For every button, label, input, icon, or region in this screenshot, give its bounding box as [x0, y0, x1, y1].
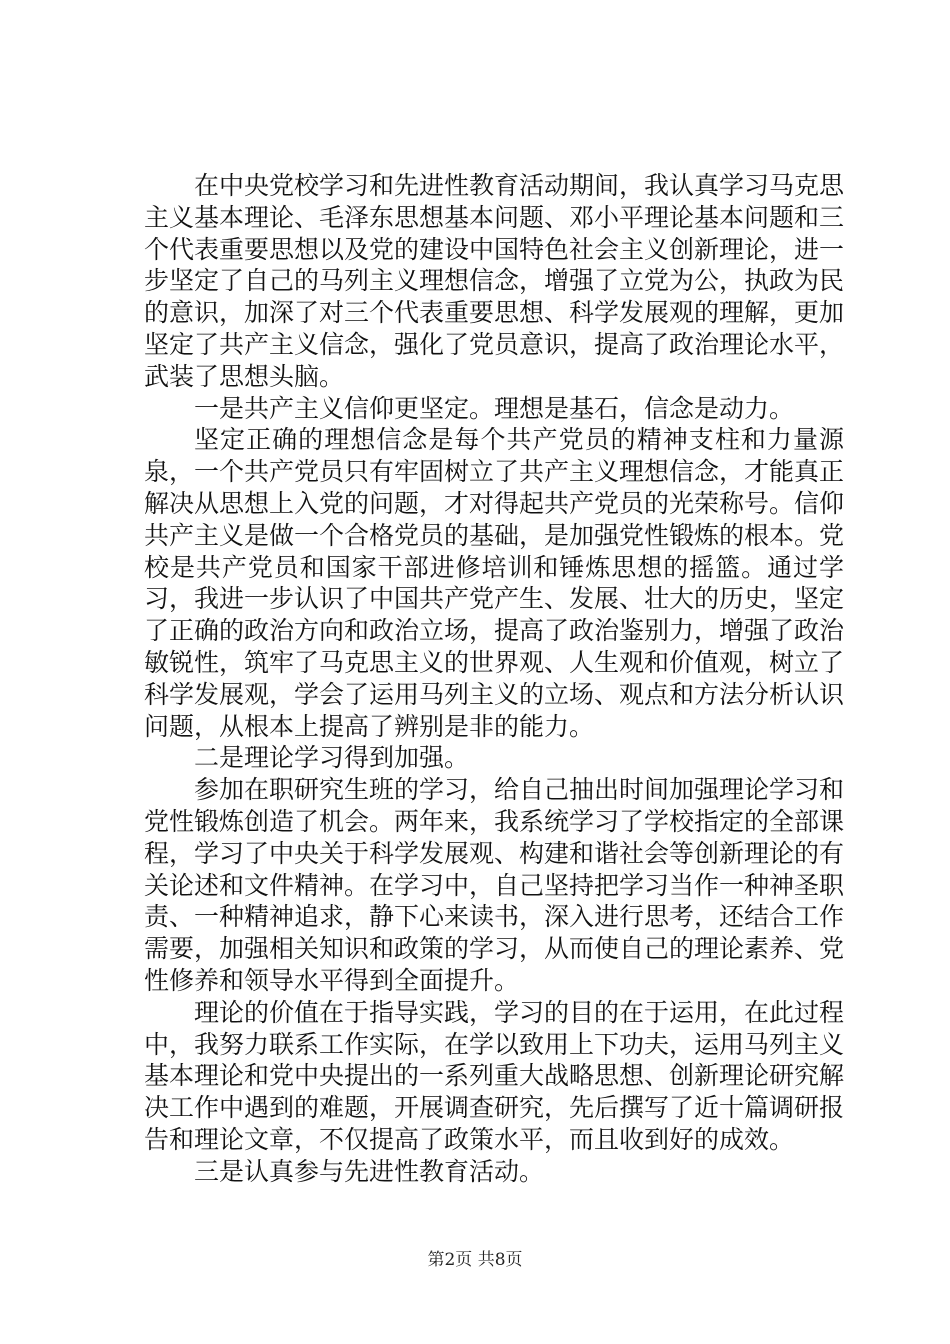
paragraph-heading-one: 一是共产主义信仰更坚定。理想是基石，信念是动力。: [194, 393, 795, 423]
paragraph-heading-three: 三是认真参与先进性教育活动。: [194, 1156, 545, 1186]
paragraph-practice: 理论的价值在于指导实践，学习的目的在于运用，在此过程中，我努力联系工作实际，在学以致用上下功夫，运用马列主义基本理论和党中央提出的一系列重大战略思想、创新理论研究解决工作中遇到的难题，开展调查研究，先后撰写了近十篇调研报告和理论文章，不仅提高了政策水平，而且收到好的成效。: [144, 997, 845, 1154]
document-body: [144, 170, 844, 1188]
paragraph-belief: 坚定正确的理想信念是每个共产党员的精神支柱和力量源泉，一个共产党员只有牢固树立了共产主义理想信念，才能真正解决从思想上入党的问题，才对得起共产党员的光荣称号。信仰共产主义是做一个合格党员的基础，是加强党性锻炼的根本。党校是共产党员和国家干部进修培训和锤炼思想的摇篮。通过学习，我进一步认识了中国共产党产生、发展、壮大的历史，坚定了正确的政治方向和政治立场，提高了政治鉴别力，增强了政治敏锐性，筑牢了马克思主义的世界观、人生观和价值观，树立了科学发展观，学会了运用马列主义的立场、观点和方法分析认识问题，从根本上提高了辨别是非的能力。: [144, 425, 845, 741]
paragraph-intro: 在中央党校学习和先进性教育活动期间，我认真学习马克思主义基本理论、毛泽东思想基本问题、邓小平理论基本问题和三个代表重要思想以及党的建设中国特色社会主义创新理论，进一步坚定了自己的马列主义理想信念，增强了立党为公，执政为民的意识，加深了对三个代表重要思想、科学发展观的理解，更加坚定了共产主义信念，强化了党员意识，提高了政治理论水平，武装了思想头脑。: [144, 171, 845, 391]
page-number-footer: 第2页 共8页: [427, 1250, 523, 1270]
paragraph-study: 参加在职研究生班的学习，给自己抽出时间加强理论学习和党性锻炼创造了机会。两年来，我系统学习了学校指定的全部课程，学习了中央关于科学发展观、构建和谐社会等创新理论的有关论述和文件精神。在学习中，自己坚持把学习当作一种神圣职责、一种精神追求，静下心来读书，深入进行思考，还结合工作需要，加强相关知识和政策的学习，从而使自己的理论素养、党性修养和领导水平得到全面提升。: [144, 775, 845, 995]
paragraph-heading-two: 二是理论学习得到加强。: [194, 743, 470, 773]
